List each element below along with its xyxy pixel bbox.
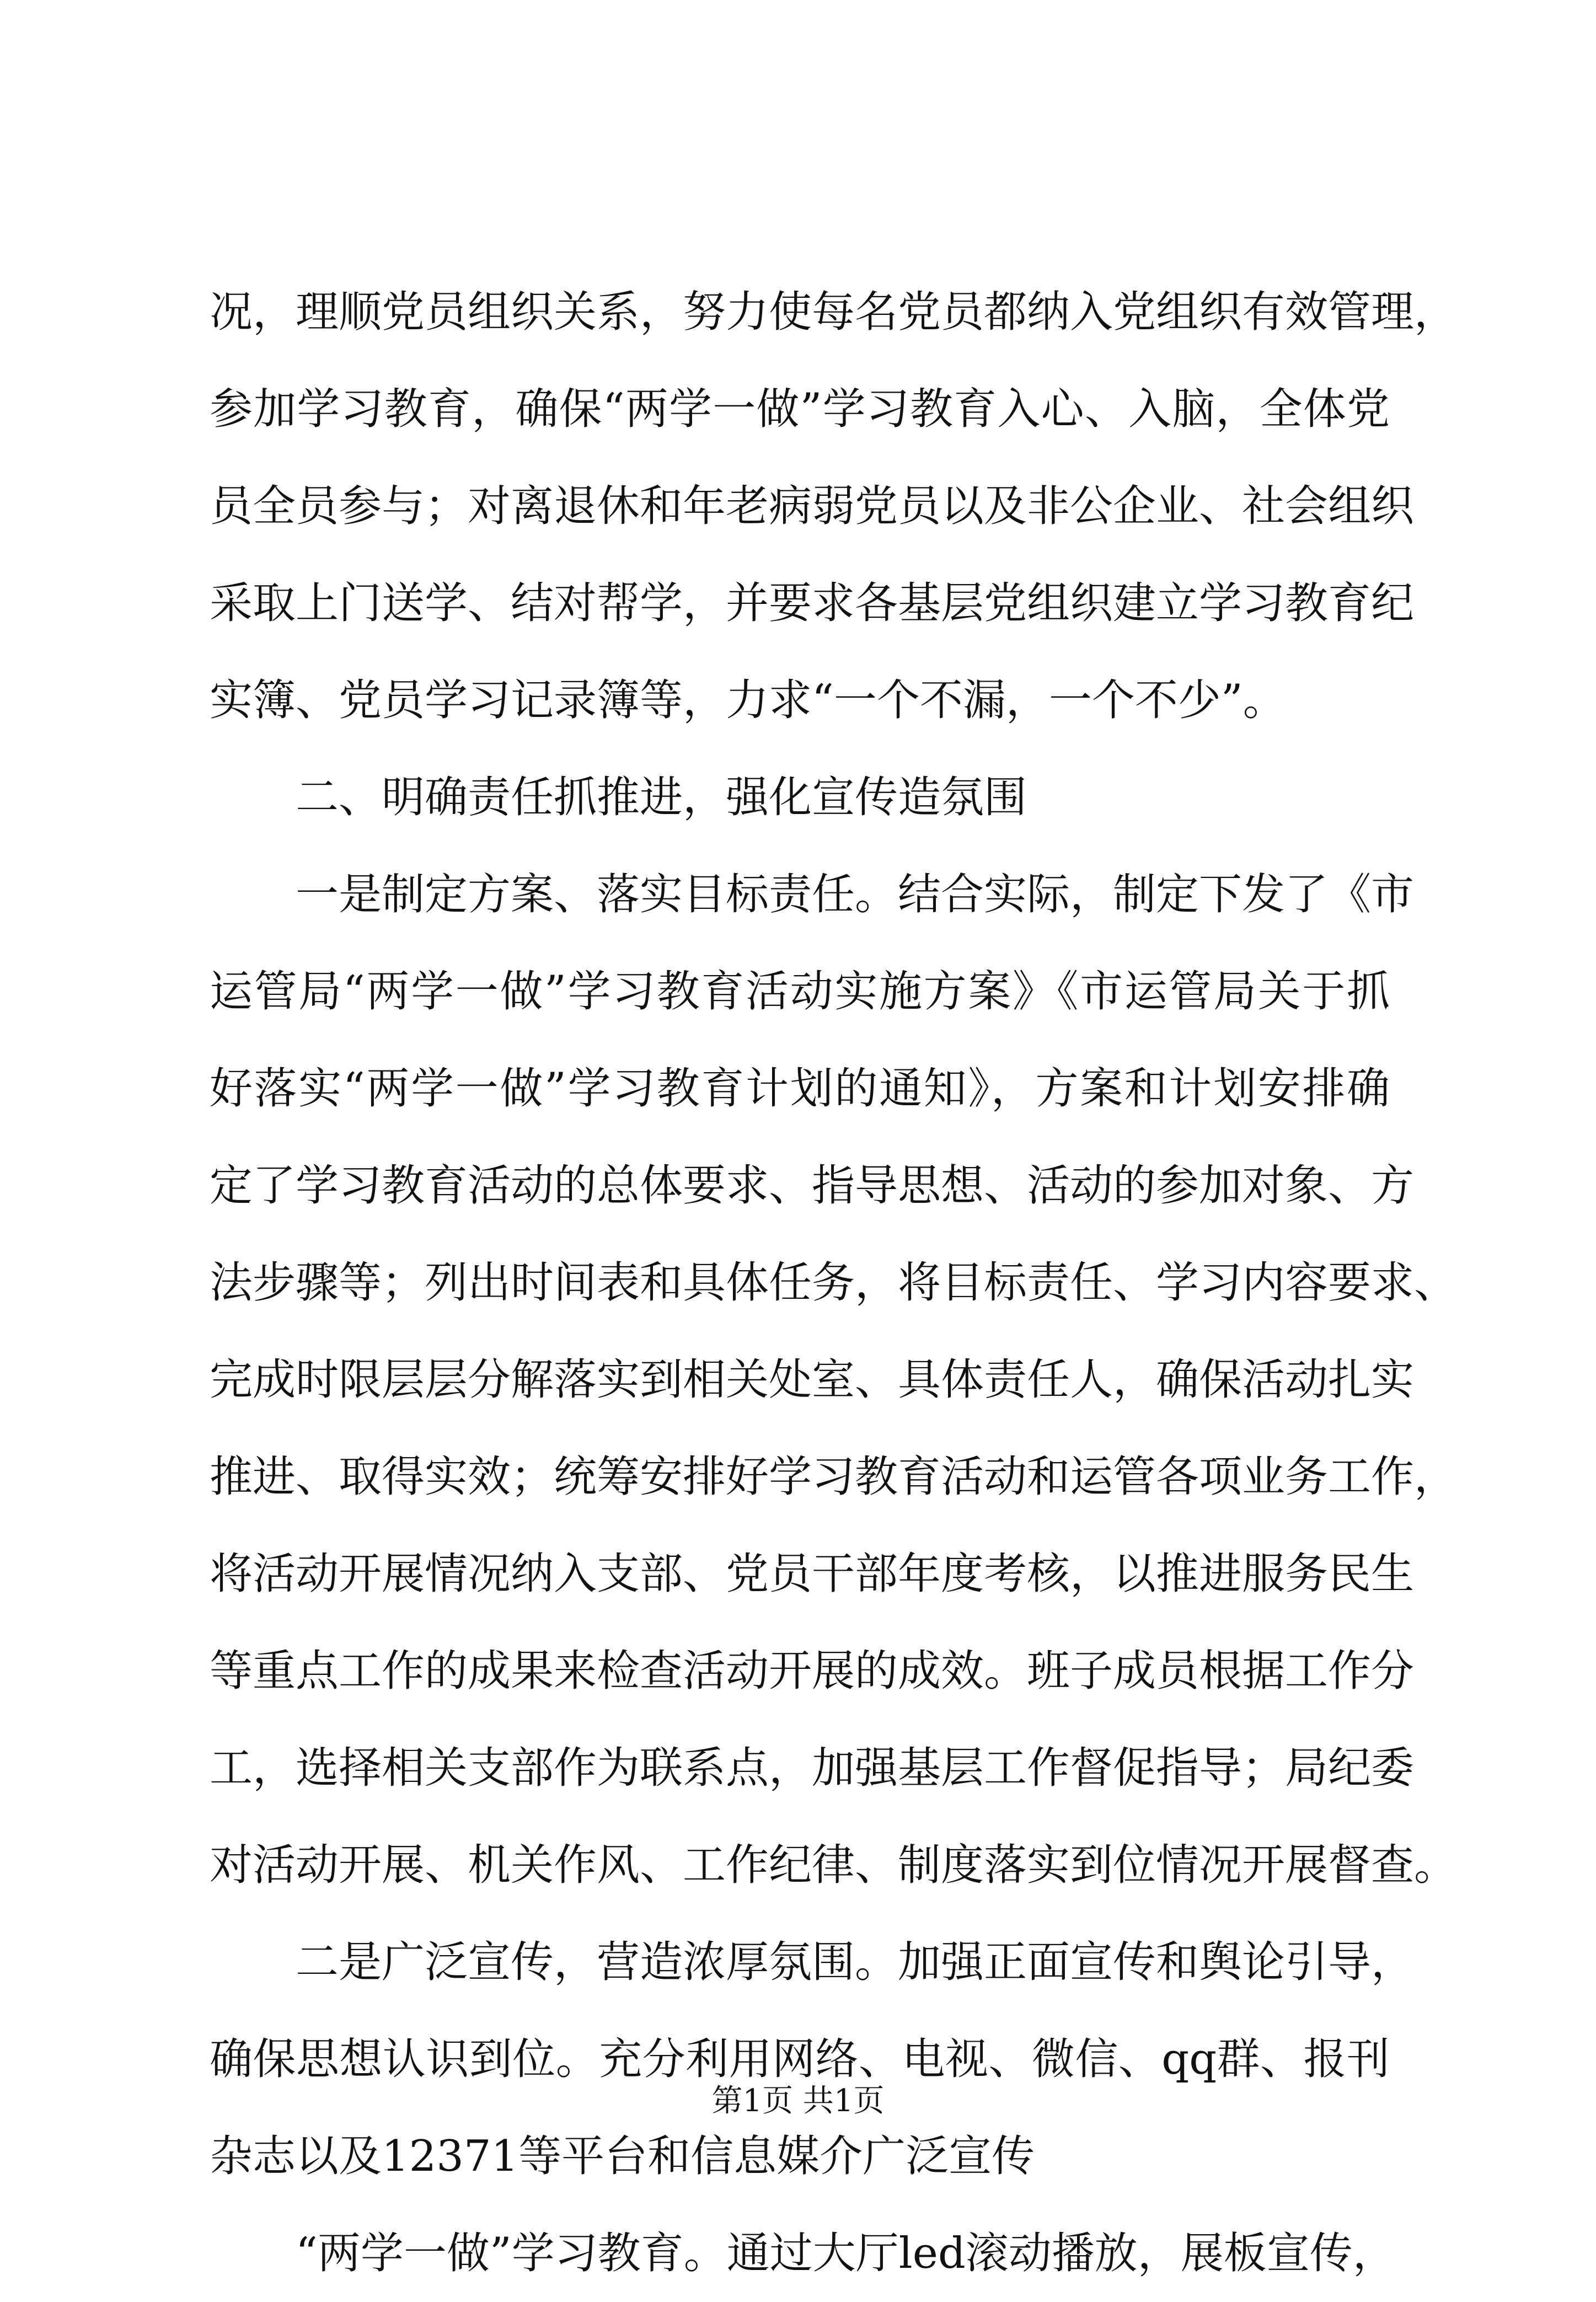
paragraph-line: 参加学习教育，确保“两学一做”学习教育入心、入脑，全体党	[210, 384, 1390, 434]
paragraph-line: 将活动开展情况纳入支部、党员干部年度考核，以推进服务民生	[210, 1549, 1415, 1599]
paragraph-line: 工，选择相关支部作为联系点，加强基层工作督促指导；局纪委	[210, 1743, 1415, 1793]
paragraph-line: 实簿、党员学习记录簿等，力求“一个不漏，一个不少”。	[210, 676, 1286, 725]
paragraph-line: 定了学习教育活动的总体要求、指导思想、活动的参加对象、方	[210, 1161, 1415, 1211]
page-number-footer: 第1页 共1页	[711, 2083, 885, 2119]
paragraph-line: “两学一做”学习教育。通过大厅led滚动播放，展板宣传，	[296, 2229, 1396, 2278]
section-heading: 二、明确责任抓推进，强化宣传造氛围	[296, 773, 1027, 822]
paragraph-line: 员全员参与；对离退休和年老病弱党员以及非公企业、社会组织	[210, 481, 1415, 531]
paragraph-line: 况，理顺党员组织关系，努力使每名党员都纳入党组织有效管理，	[210, 287, 1458, 337]
paragraph-line: 好落实“两学一做”学习教育计划的通知》，方案和计划安排确	[210, 1064, 1390, 1113]
document-body	[210, 264, 1458, 2302]
paragraph-line: 推进、取得实效；统筹安排好学习教育活动和运管各项业务工作，	[210, 1452, 1458, 1502]
paragraph-line: 对活动开展、机关作风、工作纪律、制度落实到位情况开展督查。	[210, 1840, 1458, 1890]
paragraph-line: 运管局“两学一做”学习教育活动实施方案》《市运管局关于抓	[210, 967, 1390, 1016]
paragraph-line: 法步骤等；列出时间表和具体任务，将目标责任、学习内容要求、	[210, 1258, 1458, 1308]
paragraph-line: 二是广泛宣传，营造浓厚氛围。加强正面宣传和舆论引导，	[296, 1937, 1415, 1987]
paragraph-line: 一是制定方案、落实目标责任。结合实际，制定下发了《市	[296, 870, 1415, 919]
paragraph-line: 确保思想认识到位。充分利用网络、电视、微信、qq群、报刊	[210, 2035, 1390, 2084]
paragraph-line: 采取上门送学、结对帮学，并要求各基层党组织建立学习教育纪	[210, 579, 1415, 628]
paragraph-line: 杂志以及12371等平台和信息媒介广泛宣传	[210, 2132, 1035, 2181]
paragraph-line: 等重点工作的成果来检查活动开展的成效。班子成员根据工作分	[210, 1646, 1415, 1696]
paragraph-line: 完成时限层层分解落实到相关处室、具体责任人，确保活动扎实	[210, 1355, 1415, 1405]
